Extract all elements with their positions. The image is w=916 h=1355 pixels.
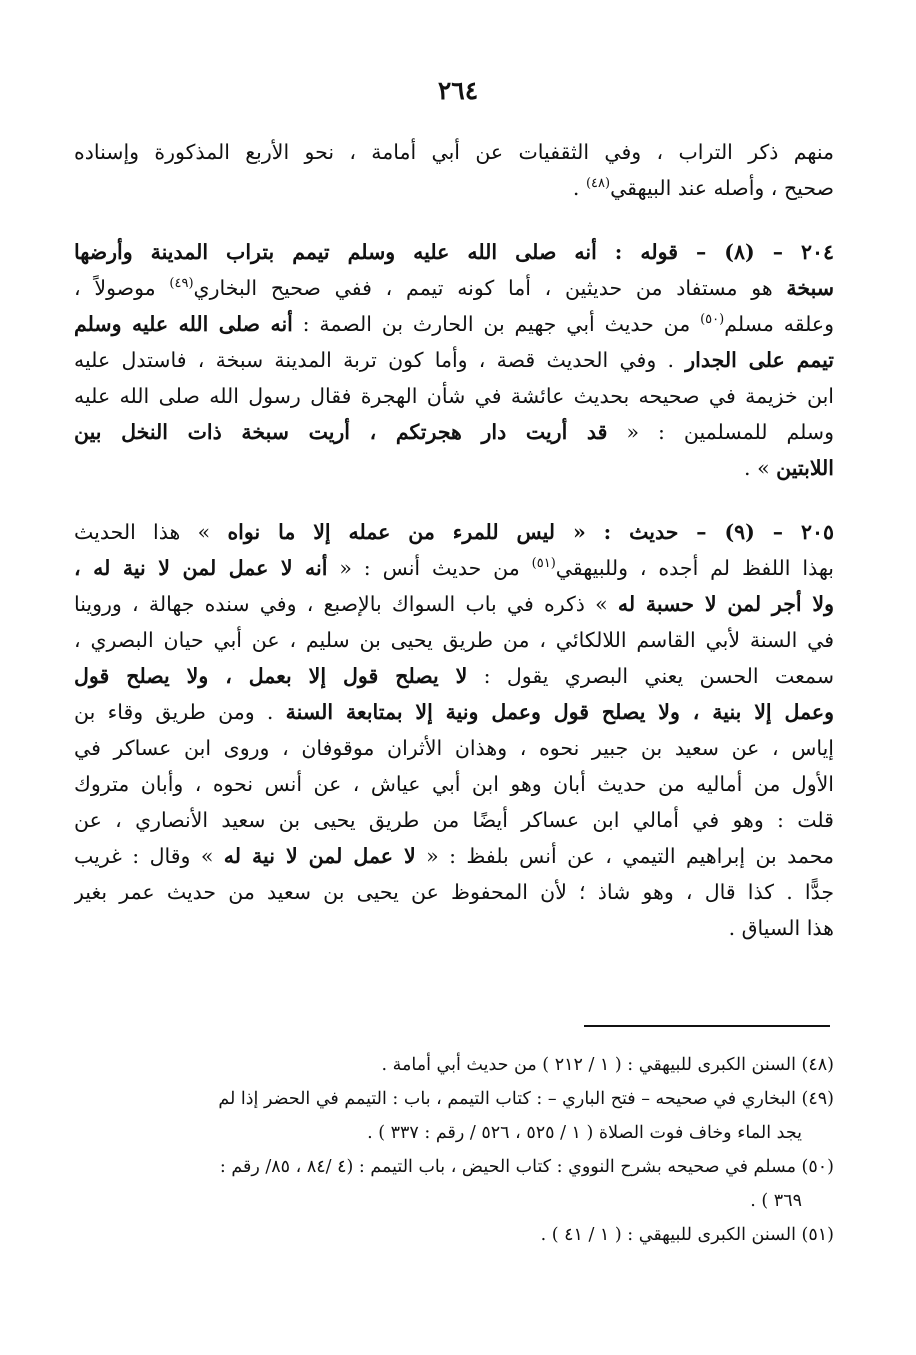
text-line xyxy=(74,170,834,206)
text-run: في السنة لأبي القاسم اللالكائي ، من طريق يحيى بن سليم ، عن أبي حيان البصري ، xyxy=(74,628,834,652)
text-run: من حديث أبي جهيم بن الحارث بن الصمة : xyxy=(292,312,701,336)
footnote-marker: (٤٨) xyxy=(585,176,611,192)
text-run: هذا السياق . xyxy=(728,916,834,940)
bold-text: ليس للمرء من عمله إلا ما نواه xyxy=(227,520,556,544)
bold-text: ولا أجر لمن لا حسبة له xyxy=(617,592,834,616)
text-run: قلت : وهو في أمالي ابن عساكر أيضًا من طريق يحيى بن سعيد الأنصاري ، عن xyxy=(74,808,834,832)
text-line xyxy=(74,414,834,450)
text-run: (٥١) السنن الكبرى للبيهقي : ( ١ / ٤١ ) . xyxy=(540,1225,834,1245)
text-line xyxy=(74,270,834,306)
text-line xyxy=(74,694,834,730)
text-run: جدًّا . كذا قال ، وهو شاذ ؛ لأن المحفوظ عن يحيى بن سعيد من حديث عمر بغير xyxy=(74,880,834,904)
text-run: بهذا اللفظ لم أجده ، وللبيهقي xyxy=(555,556,834,580)
text-line xyxy=(74,910,834,946)
footnotes xyxy=(74,1048,834,1252)
text-run: سمعت الحسن يعني البصري يقول : xyxy=(467,664,834,688)
bold-text: لا يصلح قول إلا بعمل ، ولا يصلح قول xyxy=(74,664,468,688)
bold-text: تيمم على الجدار xyxy=(685,348,834,372)
text-run: هو مستفاد من حديثين ، أما كونه تيمم ، ففي صحيح البخاري xyxy=(193,276,787,300)
text-line xyxy=(74,658,834,694)
footnote-line xyxy=(74,1082,834,1116)
bold-text: أنه صلى الله عليه وسلم xyxy=(74,312,293,336)
footnote-line xyxy=(74,1218,834,1252)
text-line xyxy=(74,766,834,802)
text-line xyxy=(74,586,834,622)
footnote-line xyxy=(74,1150,834,1184)
paragraph-gap xyxy=(74,206,834,234)
text-line xyxy=(74,550,834,586)
text-run: . وفي الحديث قصة ، وأما كون تربة المدينة سبخة ، فاستدل عليه xyxy=(74,348,686,372)
text-line xyxy=(74,450,834,486)
text-line xyxy=(74,838,834,874)
footnote-line xyxy=(74,1116,834,1150)
text-run: من حديث أنس : « xyxy=(327,556,532,580)
bold-text: أنه لا عمل لمن لا نية له ، xyxy=(74,556,328,580)
footnote-marker: (٤٩) xyxy=(169,276,194,292)
bold-text: وعمل إلا بنية ، ولا يصلح قول وعمل ونية إلا بمتابعة السنة xyxy=(285,700,834,724)
bold-text: قد أريت دار هجرتكم ، أريت سبخة ذات النخل بين xyxy=(74,420,608,444)
text-run: » ذكره في باب السواك بالإصبع ، وفي سنده جهالة ، وروينا xyxy=(74,592,618,616)
text-line xyxy=(74,306,834,342)
bold-text: سبخة xyxy=(786,276,834,300)
footnote-marker: (٥٠) xyxy=(700,312,725,328)
footnote-line xyxy=(74,1048,834,1082)
text-run: منهم ذكر التراب ، وفي الثقفيات عن أبي أمامة ، نحو الأربع المذكورة وإسناده xyxy=(74,140,834,164)
text-line xyxy=(74,234,834,270)
text-run: (٤٨) السنن الكبرى للبيهقي : ( ١ / ٢١٢ ) من حديث أبي أمامة . xyxy=(381,1055,834,1075)
text-run: وعلقه مسلم xyxy=(724,312,834,336)
page-number: ٢٦٤ xyxy=(437,76,479,105)
text-line xyxy=(74,378,834,414)
text-run: يجد الماء وخاف فوت الصلاة ( ١ / ٥٢٥ ، ٥٢٦ / رقم : ٣٣٧ ) . xyxy=(367,1123,802,1143)
text-run: » وقال : غريب xyxy=(74,844,224,868)
bold-text: ٢٠٥ – (٩) – حديث : « xyxy=(555,520,834,544)
text-line xyxy=(74,802,834,838)
text-line xyxy=(74,622,834,658)
text-run: ٢٠٤ – (٨) – قوله : أنه صلى الله عليه وسلم تيمم بتراب المدينة وأرضها xyxy=(74,240,834,264)
text-line xyxy=(74,874,834,910)
text-line xyxy=(74,134,834,170)
paragraph-gap xyxy=(74,486,834,514)
text-run: محمد بن إبراهيم التيمي ، عن أنس بلفظ : « xyxy=(415,844,834,868)
text-run: » . xyxy=(744,456,777,480)
text-run: ٣٦٩ ) . xyxy=(750,1191,802,1211)
text-run: موصولاً ، xyxy=(74,276,170,300)
bold-text: لا عمل لمن لا نية له xyxy=(223,844,416,868)
text-run: ابن خزيمة في صحيحه بحديث عائشة في شأن الهجرة فقال رسول الله صلى الله عليه xyxy=(74,384,834,408)
text-run: » هذا الحديث xyxy=(74,520,228,544)
text-run: (٤٩) البخاري في صحيحه – فتح الباري – : كتاب التيمم ، باب : التيمم في الحضر إذا لم xyxy=(218,1089,834,1109)
text-run: . xyxy=(572,176,586,200)
text-line xyxy=(74,730,834,766)
text-line xyxy=(74,514,834,550)
text-run: (٥٠) مسلم في صحيحه بشرح النووي : كتاب الحيض ، باب التيمم : (٤ /٨٤ ، ٨٥/ رقم : xyxy=(219,1157,834,1177)
text-run: وسلم للمسلمين : « xyxy=(607,420,834,444)
text-run: صحيح ، وأصله عند البيهقي xyxy=(610,176,834,200)
text-line xyxy=(74,342,834,378)
text-run: الأول من أماليه من حديث أبان وهو ابن أبي عياش ، عن أنس نحوه ، وأبان متروك xyxy=(74,772,834,796)
footnote-line xyxy=(74,1184,834,1218)
main-text xyxy=(74,134,834,946)
bold-text: اللابتين xyxy=(776,456,834,480)
footnote-separator xyxy=(584,1025,830,1027)
text-run: . ومن طريق وقاء بن xyxy=(74,700,286,724)
footnote-marker: (٥١) xyxy=(531,556,556,572)
text-run: إياس ، عن سعيد بن جبير نحوه ، وهذان الأثران موقوفان ، وروى ابن عساكر في xyxy=(74,736,834,760)
